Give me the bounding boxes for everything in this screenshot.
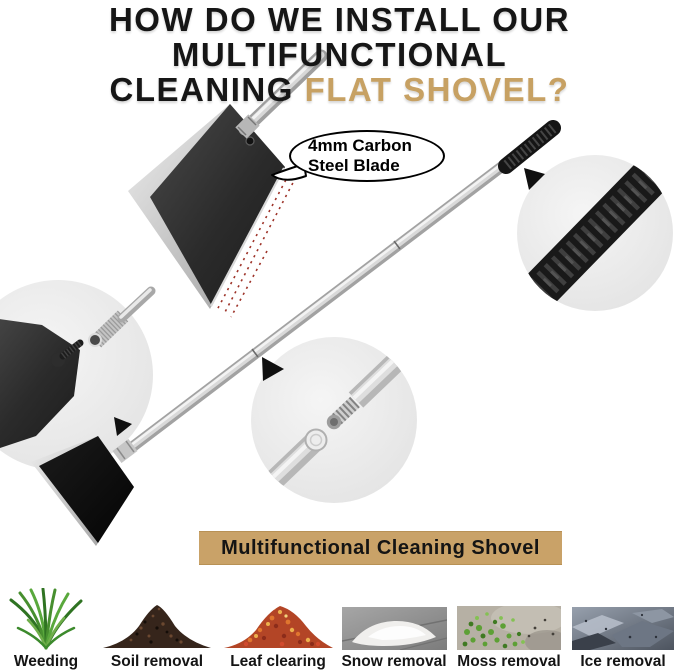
blade-spec-callout bbox=[289, 130, 445, 182]
title-line-3 bbox=[0, 72, 679, 107]
banner-label: Multifunctional Cleaning Shovel bbox=[221, 536, 540, 559]
product-name-banner bbox=[199, 531, 562, 565]
use-case-row bbox=[0, 586, 679, 672]
handle-grip bbox=[506, 128, 553, 166]
use-case-ice-removal bbox=[568, 607, 678, 671]
use-case-label: Weeding bbox=[13, 653, 79, 670]
soil-pile-icon bbox=[101, 598, 213, 650]
use-case-label: Ice removal bbox=[580, 653, 666, 670]
pole-joint-inset bbox=[251, 337, 417, 503]
page-title bbox=[0, 2, 679, 107]
use-case-soil-removal bbox=[96, 598, 218, 671]
use-case-label: Soil removal bbox=[110, 653, 204, 670]
callout-line-2: Steel Blade bbox=[308, 156, 400, 175]
blade-rivet bbox=[246, 137, 254, 145]
use-case-weeding bbox=[2, 588, 90, 671]
use-case-leaf-clearing bbox=[219, 598, 337, 671]
use-case-label: Snow removal bbox=[341, 653, 447, 670]
title-line-2: MULTIFUNCTIONAL bbox=[171, 36, 508, 73]
snow-photo-icon bbox=[342, 607, 447, 650]
use-case-snow-removal bbox=[338, 607, 450, 671]
title-line-3-gold: FLAT SHOVEL? bbox=[304, 71, 570, 108]
use-case-moss-removal bbox=[453, 606, 565, 671]
use-case-label: Moss removal bbox=[457, 653, 561, 670]
grass-icon bbox=[6, 588, 86, 650]
use-case-label: Leaf clearing bbox=[230, 653, 326, 670]
moss-photo-icon bbox=[457, 606, 561, 650]
title-line-1: HOW DO WE INSTALL OUR bbox=[108, 1, 571, 38]
ice-photo-icon bbox=[572, 607, 674, 650]
leaf-pile-icon bbox=[222, 598, 335, 650]
callout-line-1: 4mm Carbon bbox=[308, 136, 412, 155]
flat-shovel-blade bbox=[128, 104, 296, 317]
title-line-3-black: CLEANING bbox=[109, 71, 294, 108]
